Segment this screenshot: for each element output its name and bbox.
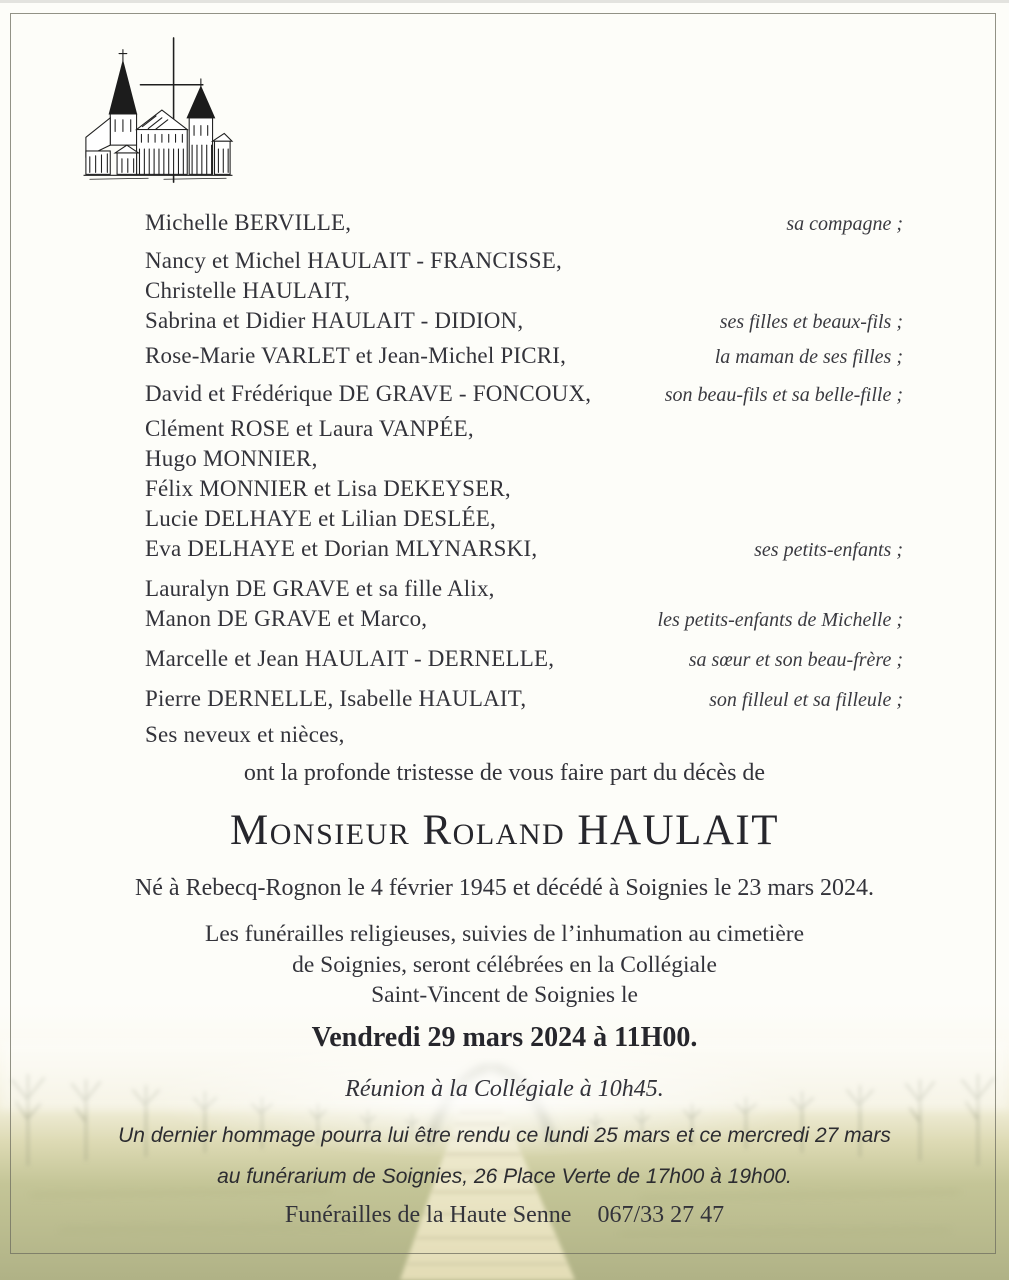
family-relation: ses filles et beaux-fils ; [719,311,903,333]
family-member-name: Lucie DELHAYE et Lilian DESLÉE, [145,506,496,531]
family-row [145,720,903,750]
family-member-name: Rose-Marie VARLET et Jean-Michel PICRI, [145,343,567,368]
family-row [145,379,903,409]
family-relation: sa sœur et son beau-frère ; [688,649,903,671]
family-member-name: Ses neveux et nièces, [145,722,345,747]
funeral-details-line2: de Soignies, seront célébrées en la Collégiale [292,951,717,978]
family-row [145,208,903,238]
funeral-details-line3: Saint-Vincent de Soignies le [371,982,638,1008]
family-member-name: Christelle HAULAIT, [145,278,351,303]
family-member-name: Sabrina et Didier HAULAIT - DIDION, [145,308,524,333]
family-row [145,504,903,534]
family-row [145,246,903,276]
family-member-name: Nancy et Michel HAULAIT - FRANCISSE, [145,248,562,273]
family-row [145,414,903,444]
announcement-intro: ont la profonde tristesse de vous faire part du décès de [243,760,766,786]
ceremony-datetime: Vendredi 29 mars 2024 à 11H00. [311,1022,698,1053]
funeral-details [55,919,954,1011]
family-row [145,644,903,674]
scan-edge-strip [0,0,1009,3]
family-row [145,444,903,474]
deceased-name: Monsieur Roland HAULAIT [230,807,779,854]
visitation-line1: Un dernier hommage pourra lui être rendu ce lundi 25 mars et ce mercredi 27 mars [118,1124,891,1147]
family-member-name: David et Frédérique DE GRAVE - FONCOUX, [145,381,592,406]
family-relation: sa compagne ; [786,213,903,235]
family-member-name: Eva DELHAYE et Dorian MLYNARSKI, [145,536,538,561]
funeral-home-line [55,1202,954,1229]
family-row [145,574,903,604]
family-member-name: Pierre DERNELLE, Isabelle HAULAIT, [145,686,527,711]
family-relation: ses petits-enfants ; [754,539,903,561]
family-member-name: Hugo MONNIER, [145,446,318,471]
family-relation: son filleul et sa filleule ; [709,689,903,711]
church-engraving-icon [80,36,236,188]
funeral-details-line1: Les funérailles religieuses, suivies de l’inhumation au cimetière [204,921,805,947]
family-row [145,534,903,564]
family-row [145,604,903,634]
family-member-name: Michelle BERVILLE, [145,210,352,235]
family-row [145,341,903,371]
family-row [145,474,903,504]
family-relation: les petits-enfants de Michelle ; [657,609,903,631]
gathering-info: Réunion à la Collégiale à 10h45. [345,1076,664,1102]
funeral-home-phone: 067/33 27 47 [597,1202,725,1228]
life-dates: Né à Rebecq-Rognon le 4 février 1945 et décédé à Soignies le 23 mars 2024. [134,875,875,901]
family-relation: son beau-fils et sa belle-fille ; [664,384,903,406]
family-member-name: Lauralyn DE GRAVE et sa fille Alix, [145,576,495,601]
visitation-line2: au funérarium de Soignies, 26 Place Verte de 17h00 à 19h00. [217,1165,792,1188]
family-member-name: Marcelle et Jean HAULAIT - DERNELLE, [145,646,555,671]
family-row [145,684,903,714]
family-member-name: Manon DE GRAVE et Marco, [145,606,428,631]
family-member-name: Félix MONNIER et Lisa DEKEYSER, [145,476,511,501]
family-row [145,276,903,306]
family-relation: la maman de ses filles ; [714,346,903,368]
family-row [145,306,903,336]
family-list [145,208,903,750]
family-member-name: Clément ROSE et Laura VANPÉE, [145,416,474,441]
funeral-home-name: Funérailles de la Haute Senne [284,1202,572,1228]
